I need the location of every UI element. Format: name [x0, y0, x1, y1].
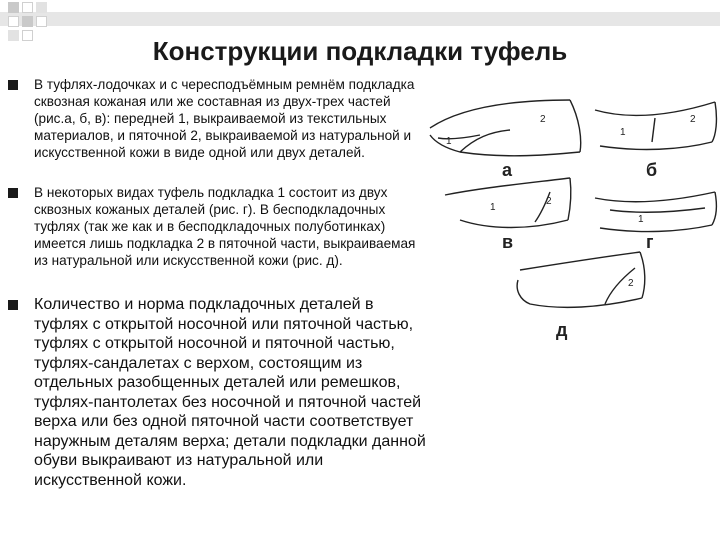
paragraph-1: В туфлях-лодочках и с чересподъёмным ремнём подкладка сквозная кожаная или же составная из двух-трех частей (рис.а, б, в): передней 1, выкраиваемой из текстильных материалов, и пяточной 2, выкраиваемой из натуральной и искусственной кожи в виде одной или двух деталей. [34, 77, 415, 160]
figure-v [445, 178, 571, 228]
bullet-marker [8, 80, 18, 90]
figure-d-num-2: 2 [628, 278, 634, 289]
lining-figures [420, 80, 720, 350]
figure-g-label: г [646, 232, 654, 252]
paragraph-2: В некоторых видах туфель подкладка 1 состоит из двух сквозных кожаных деталей (рис. г). В бесподкладочных туфлях (так же как и в бесподкладочных полуботинках) имеется лишь подкладка 2 в пяточной части, выкраиваемая из натуральной или искусственной кожи (рис. д). [34, 185, 416, 268]
figure-g [595, 192, 716, 232]
figure-a [430, 100, 581, 156]
figure-b [595, 102, 716, 149]
figure-g-num-1: 1 [638, 214, 644, 225]
figure-a-num-1: 1 [446, 136, 452, 147]
figure-b-num-1: 1 [620, 127, 626, 138]
figure-b-label: б [646, 160, 658, 180]
header-band [0, 12, 720, 26]
figure-v-num-2: 2 [546, 196, 552, 207]
paragraph-3: Количество и норма подкладочных деталей в туфлях с открытой носочной или пяточной частью, туфлях с открытой носочной и пяточной частью, туфлях-сандалетах с верхом, состоящим из отдельных разобщенных деталей или ремешков, туфлях-пантолетах без носочной и пяточной частей верха или без одной пяточной части соответствует наружным деталям верха; детали подкладки данной обуви выкраивают из натуральной или искусственной кожи. [34, 296, 426, 489]
lining-diagram [420, 80, 720, 350]
bullet-marker [8, 188, 18, 198]
slide-title: Конструкции подкладки туфель [152, 36, 568, 66]
figure-v-num-1: 1 [490, 202, 496, 213]
figure-v-label: в [502, 232, 514, 252]
figure-b-num-2: 2 [690, 114, 696, 125]
figure-d [517, 252, 645, 307]
figure-d-label: д [556, 320, 568, 340]
figure-a-num-2: 2 [540, 114, 546, 125]
figure-a-label: а [502, 160, 513, 180]
bullet-marker [8, 300, 18, 310]
